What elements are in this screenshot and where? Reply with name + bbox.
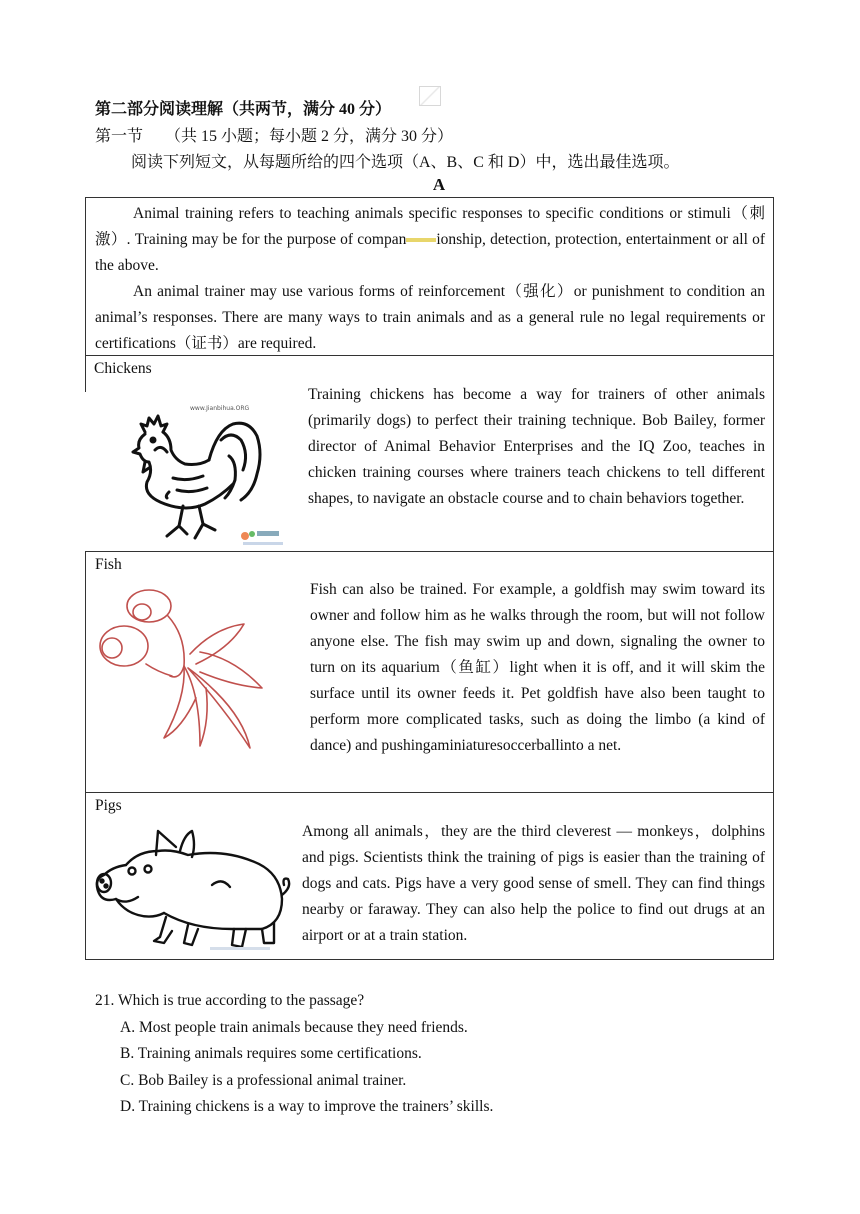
section-subtitle <box>95 123 453 146</box>
question-stem: 21. Which is true according to the passage? <box>95 992 365 1009</box>
subtitle-scoring: （共 15 小题；每小题 2 分，满分 30 分） <box>165 128 454 145</box>
option-b: B. Training animals requires some certifications. <box>120 1045 422 1062</box>
option-d: D. Training chickens is a way to improve the trainers’ skills. <box>120 1098 494 1115</box>
chickens-text: Training chickens has become a way for trainers of other animals (primarily dogs) to perfect their training technique. Bob Bailey, former director of Animal Behavior Enterprises and the IQ Zoo, teaches in chicken training courses where trainers teach chickens to tell different shapes, to navigate an obstacle course and to chain behaviors together. <box>308 386 765 507</box>
fish-row <box>85 552 774 793</box>
passage-letter: A <box>432 175 446 194</box>
intro-paragraph-2: An animal trainer may use various forms of reinforcement（强化）or punishment to condition an animal’s responses. There are many ways to train animals and as a general rule no legal requirements or certifications（证书）are required. <box>95 283 765 352</box>
row-label-fish: Fish <box>95 556 122 573</box>
pigs-text: Among all animals，they are the third cleverest — monkeys，dolphins and pigs. Scientists think the training of pigs is easier than the training of dogs and cats. Pigs have a very good sense of smell. They can find things nearby or faraway. They can also help the police to find out drugs at an airport or at a train station. <box>302 823 765 944</box>
section-title: 第二部分阅读理解（共两节，满分 40 分） <box>95 101 392 118</box>
row-label-pigs: Pigs <box>95 797 122 814</box>
chickens-row <box>85 356 774 552</box>
intro-paragraph-1 <box>95 201 765 279</box>
rooster-drawing-icon <box>125 400 305 550</box>
instruction-text: 阅读下列短文，从每题所给的四个选项（A、B、C 和 D）中，选出最佳选项。 <box>131 154 680 171</box>
intro-p1-a: Animal training refers to teaching animals specific responses to specific conditions or stimuli（刺激）. Training may be for the purpose of compan <box>95 205 765 248</box>
broken-image-icon <box>419 86 441 106</box>
intro-p1-b: ionship, detection, protection, entertainment or all of the above. <box>95 231 765 274</box>
highlight-mark <box>406 238 436 242</box>
option-a: A. Most people train animals because they need friends. <box>120 1018 468 1036</box>
subtitle-part: 第一节 <box>95 128 144 145</box>
goldfish-drawing-icon <box>94 588 304 788</box>
watermark-text: www.Jianbihua.ORG <box>190 405 250 412</box>
row-label-chickens: Chickens <box>94 360 152 377</box>
question-block <box>95 988 493 1121</box>
option-c: C. Bob Bailey is a professional animal trainer. <box>120 1071 407 1089</box>
left-border-segment <box>85 356 86 392</box>
pig-drawing-icon <box>92 825 297 955</box>
intro-box <box>85 197 774 356</box>
fish-text: Fish can also be trained. For example, a goldfish may swim toward its owner and follow him as he walks through the room, but will not follow anyone else. The fish may swim up and down, signaling the owner to turn on its aquarium（鱼缸）light when it is off, and it will skim the surface until its owner feeds it. Pet goldfish have also been taught to perform more complicated tasks, such as doing the limbo (a kind of dance) and pushingaminiaturesoccerballinto a net. <box>310 581 765 754</box>
pigs-row <box>85 793 774 960</box>
